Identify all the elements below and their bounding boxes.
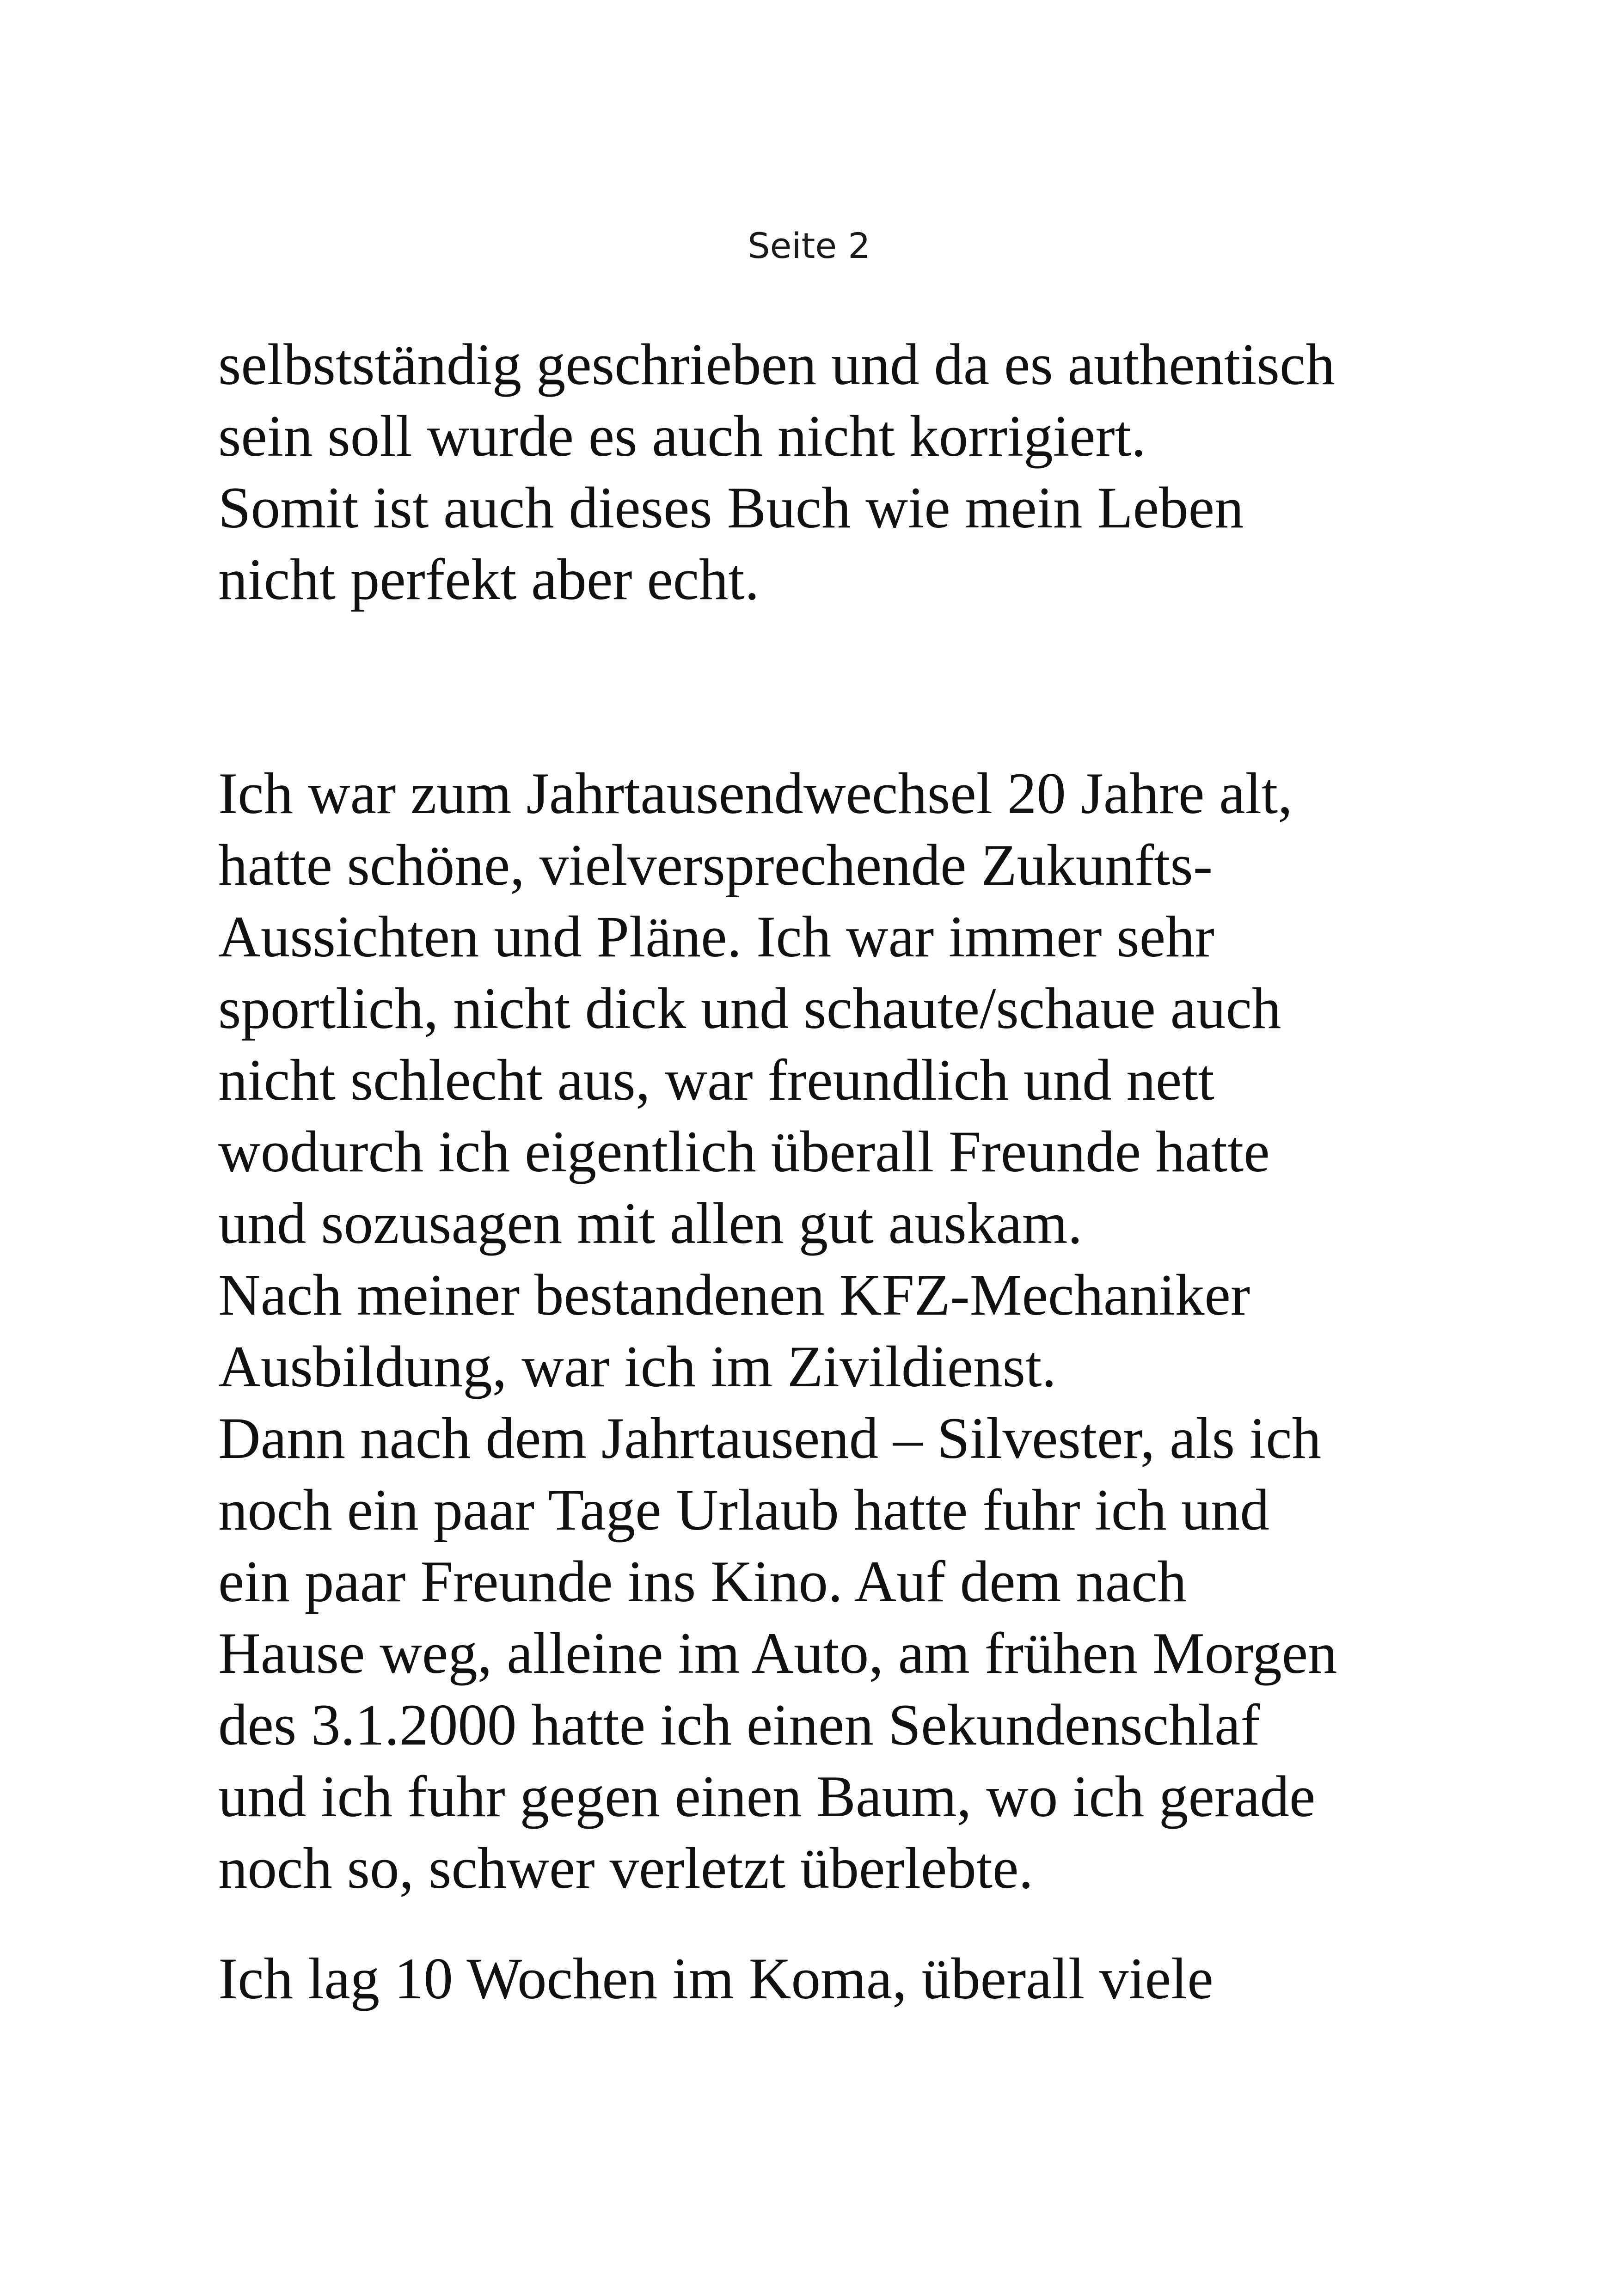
text-line: wodurch ich eigentlich überall Freunde hatte <box>218 1120 1270 1184</box>
paragraph-3 <box>218 1943 1466 2015</box>
text-line: noch so, schwer verletzt überlebte. <box>218 1836 1034 1901</box>
text-line: Ausbildung, war ich im Zivildienst. <box>218 1335 1057 1399</box>
text-line: nicht schlecht aus, war freundlich und nett <box>218 1048 1214 1113</box>
text-line: Ich war zum Jahrtausendwechsel 20 Jahre alt, <box>218 761 1293 826</box>
text-line: und sozusagen mit allen gut auskam. <box>218 1191 1083 1256</box>
text-line: selbstständig geschrieben und da es authentisch <box>218 332 1335 397</box>
text-line: nicht perfekt aber echt. <box>218 547 760 612</box>
text-line: sein soll wurde es auch nicht korrigiert. <box>218 404 1146 469</box>
text-line: des 3.1.2000 hatte ich einen Sekundenschlaf <box>218 1693 1260 1757</box>
text-line: Hause weg, alleine im Auto, am frühen Morgen <box>218 1621 1337 1686</box>
text-line: Somit ist auch dieses Buch wie mein Leben <box>218 476 1244 540</box>
text-line: sportlich, nicht dick und schaute/schaue auch <box>218 976 1281 1041</box>
page-number-header: Seite 2 <box>748 225 870 266</box>
text-line: und ich fuhr gegen einen Baum, wo ich gerade <box>218 1764 1316 1829</box>
text-line: ein paar Freunde ins Kino. Auf dem nach <box>218 1549 1187 1614</box>
text-line: Aussichten und Pläne. Ich war immer sehr <box>218 905 1214 969</box>
text-line: noch ein paar Tage Urlaub hatte fuhr ich und <box>218 1478 1269 1543</box>
text-line: Dann nach dem Jahrtausend – Silvester, als ich <box>218 1406 1322 1471</box>
text-line: Nach meiner bestandenen KFZ-Mechaniker <box>218 1263 1250 1328</box>
paragraph-1 <box>218 329 1466 616</box>
paragraph-2 <box>218 758 1466 1904</box>
text-line: hatte schöne, vielversprechende Zukunfts- <box>218 833 1213 898</box>
text-line: Ich lag 10 Wochen im Koma, überall viele <box>218 1947 1214 2011</box>
